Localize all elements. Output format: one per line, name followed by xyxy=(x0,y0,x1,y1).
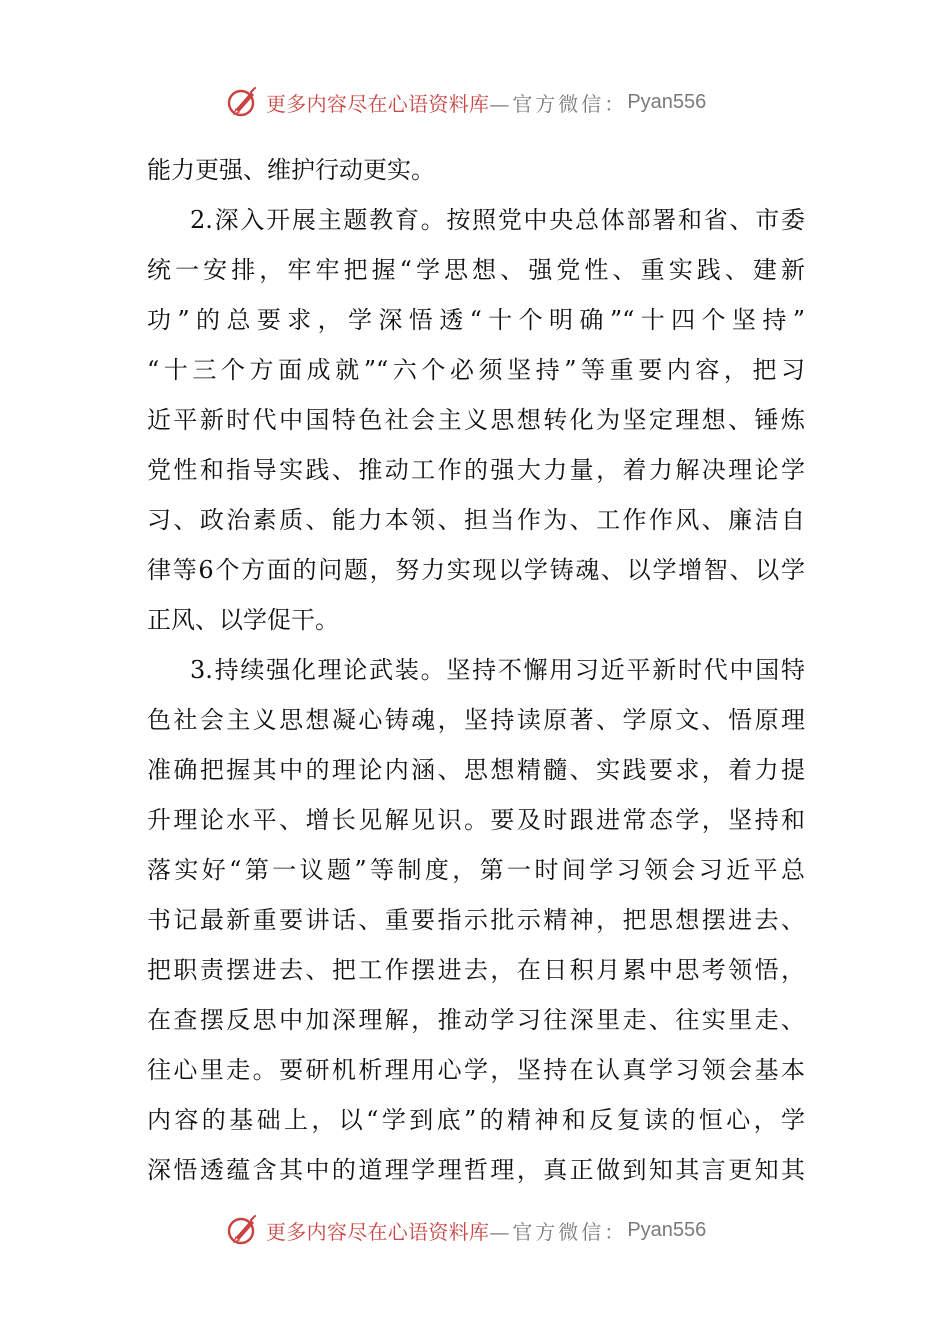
text-line: 2.深入开展主题教育。按照党中央总体部署和省、市委 xyxy=(190,206,805,234)
header-wechat-id: Pyan556 xyxy=(627,90,707,113)
text-line: 在查摆反思中加深理解，推动学习往深里走、往实里走、 xyxy=(147,1006,805,1034)
paragraph-1 xyxy=(147,145,805,195)
footer-wechat-label: —官方微信： xyxy=(489,1219,628,1244)
text-line: 能力更强、维护行动更实。 xyxy=(147,156,435,184)
footer-wechat-id: Pyan556 xyxy=(627,1218,707,1241)
paragraph-2 xyxy=(147,195,805,645)
document-body xyxy=(147,145,805,1195)
text-line: 统一安排，牢牢把握“学思想、强党性、重实践、建新 xyxy=(147,256,805,284)
text-line: 升理论水平、增长见解见识。要及时跟进常态学，坚持和 xyxy=(147,806,805,834)
text-line: 内容的基础上，以“学到底”的精神和反复读的恒心，学 xyxy=(147,1106,805,1134)
text-line: 习、政治素质、能力本领、担当作为、工作作风、廉洁自 xyxy=(147,506,805,534)
text-line: 3.持续强化理论武装。坚持不懈用习近平新时代中国特 xyxy=(190,656,805,684)
text-line: “十三个方面成就”“六个必须坚持”等重要内容，把习 xyxy=(147,356,805,384)
text-line: 准确把握其中的理论内涵、思想精髓、实践要求，着力提 xyxy=(147,756,805,784)
header-wechat-label: —官方微信： xyxy=(489,91,628,116)
text-line: 正风、以学促干。 xyxy=(147,606,339,634)
paragraph-3 xyxy=(147,645,805,1195)
header-brand-text: 更多内容尽在心语资料库 xyxy=(266,91,490,116)
text-line: 把职责摆进去、把工作摆进去，在日积月累中思考领悟， xyxy=(147,956,805,984)
text-line: 往心里走。要研机析理用心学，坚持在认真学习领会基本 xyxy=(147,1056,805,1084)
text-line: 律等6个方面的问题，努力实现以学铸魂、以学增智、以学 xyxy=(147,556,805,584)
text-line: 书记最新重要讲话、重要指示批示精神，把思想摆进去、 xyxy=(147,906,805,934)
footer-brand-text: 更多内容尽在心语资料库 xyxy=(266,1219,490,1244)
text-line: 近平新时代中国特色社会主义思想转化为坚定理想、锤炼 xyxy=(147,406,805,434)
text-line: 深悟透蕴含其中的道理学理哲理，真正做到知其言更知其 xyxy=(147,1156,805,1184)
text-line: 落实好“第一议题”等制度，第一时间学习领会习近平总 xyxy=(147,856,805,884)
pen-logo-icon xyxy=(226,85,260,119)
text-line: 党性和指导实践、推动工作的强大力量，着力解决理论学 xyxy=(147,456,805,484)
text-line: 色社会主义思想凝心铸魂，坚持读原著、学原文、悟原理 xyxy=(147,706,805,734)
pen-logo-icon xyxy=(226,1213,260,1247)
header-watermark xyxy=(226,84,706,120)
footer-watermark xyxy=(226,1212,706,1248)
text-line: 功”的总要求，学深悟透“十个明确”“十四个坚持” xyxy=(147,306,805,334)
